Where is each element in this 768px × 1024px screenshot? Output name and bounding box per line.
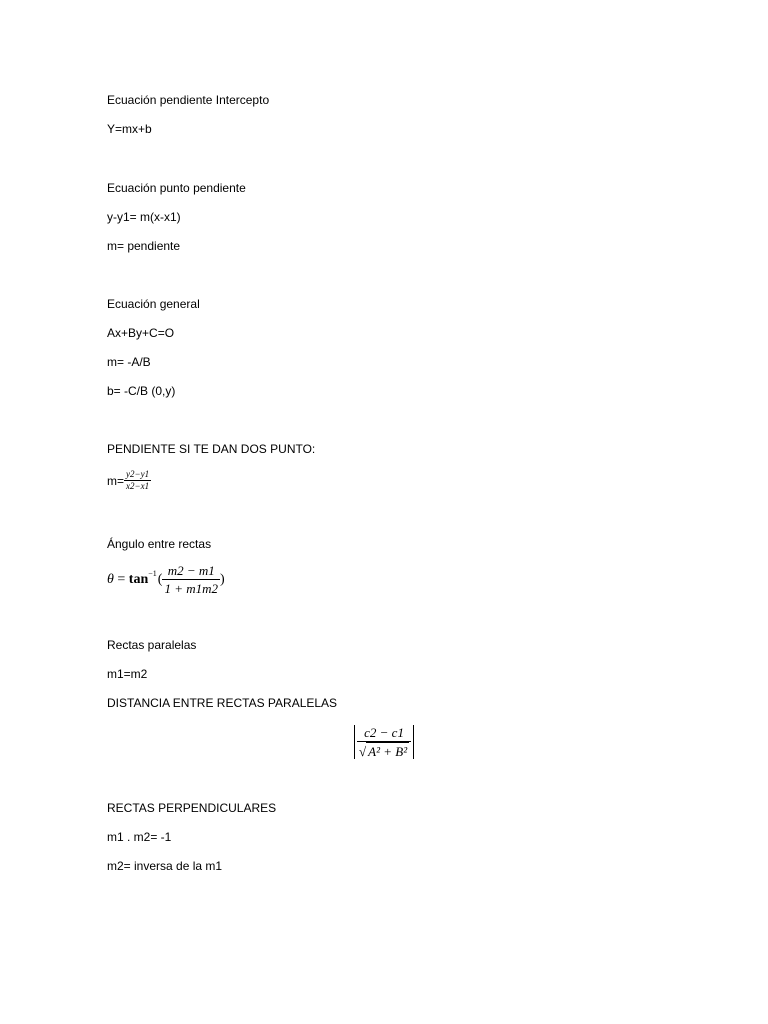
two-points-heading: PENDIENTE SI TE DAN DOS PUNTO: (107, 442, 316, 456)
two-points-fraction (124, 469, 151, 492)
abs-bar-right (413, 725, 414, 759)
perpendicular-note: m2= inversa de la m1 (107, 859, 223, 873)
distance-denominator (357, 741, 411, 760)
perpendicular-formula: m1 . m2= -1 (107, 830, 172, 844)
point-slope-heading: Ecuación punto pendiente (107, 181, 246, 195)
radical-sign: √ (359, 744, 367, 759)
angle-theta: θ (107, 572, 114, 587)
two-points-prefix: m= (107, 473, 125, 488)
angle-open-paren: ( (157, 572, 163, 587)
angle-heading: Ángulo entre rectas (107, 537, 212, 551)
distance-under-root: A² + B² (368, 744, 408, 759)
slope-intercept-formula: Y=mx+b (107, 122, 152, 136)
parallel-formula: m1=m2 (107, 667, 148, 681)
angle-func: tan (128, 572, 149, 587)
abs-bar-left (354, 725, 355, 759)
perpendicular-heading: RECTAS PERPENDICULARES (107, 801, 277, 815)
square-root (359, 742, 409, 760)
two-points-numerator: y2−y1 (126, 469, 150, 479)
two-points-denominator: x2−x1 (126, 481, 150, 491)
distance-formula (352, 724, 416, 760)
angle-equals: = (113, 572, 129, 587)
general-intercept: b= -C/B (0,y) (107, 384, 176, 398)
point-slope-note: m= pendiente (107, 239, 181, 253)
slope-intercept-heading: Ecuación pendiente Intercepto (107, 93, 270, 107)
parallel-heading: Rectas paralelas (107, 638, 197, 652)
distance-fraction (357, 724, 411, 760)
general-formula: Ax+By+C=O (107, 326, 175, 340)
angle-formula: θ = tan $^{-1}$ ( $\frac{m2 - m1}{1 + m1m2}$ ) (107, 563, 225, 596)
two-points-formula (107, 469, 151, 492)
general-slope: m= -A/B (107, 355, 151, 369)
angle-numerator: m2 − m1 (167, 563, 215, 578)
point-slope-formula: y-y1= m(x-x1) (107, 210, 181, 224)
distance-heading: DISTANCIA ENTRE RECTAS PARALELAS (107, 696, 338, 710)
distance-numerator: c2 − c1 (364, 725, 404, 740)
angle-fraction (162, 562, 220, 597)
angle-denominator: 1 + m1m2 (164, 581, 218, 596)
angle-close-paren: ) (220, 572, 225, 587)
general-heading: Ecuación general (107, 297, 200, 311)
